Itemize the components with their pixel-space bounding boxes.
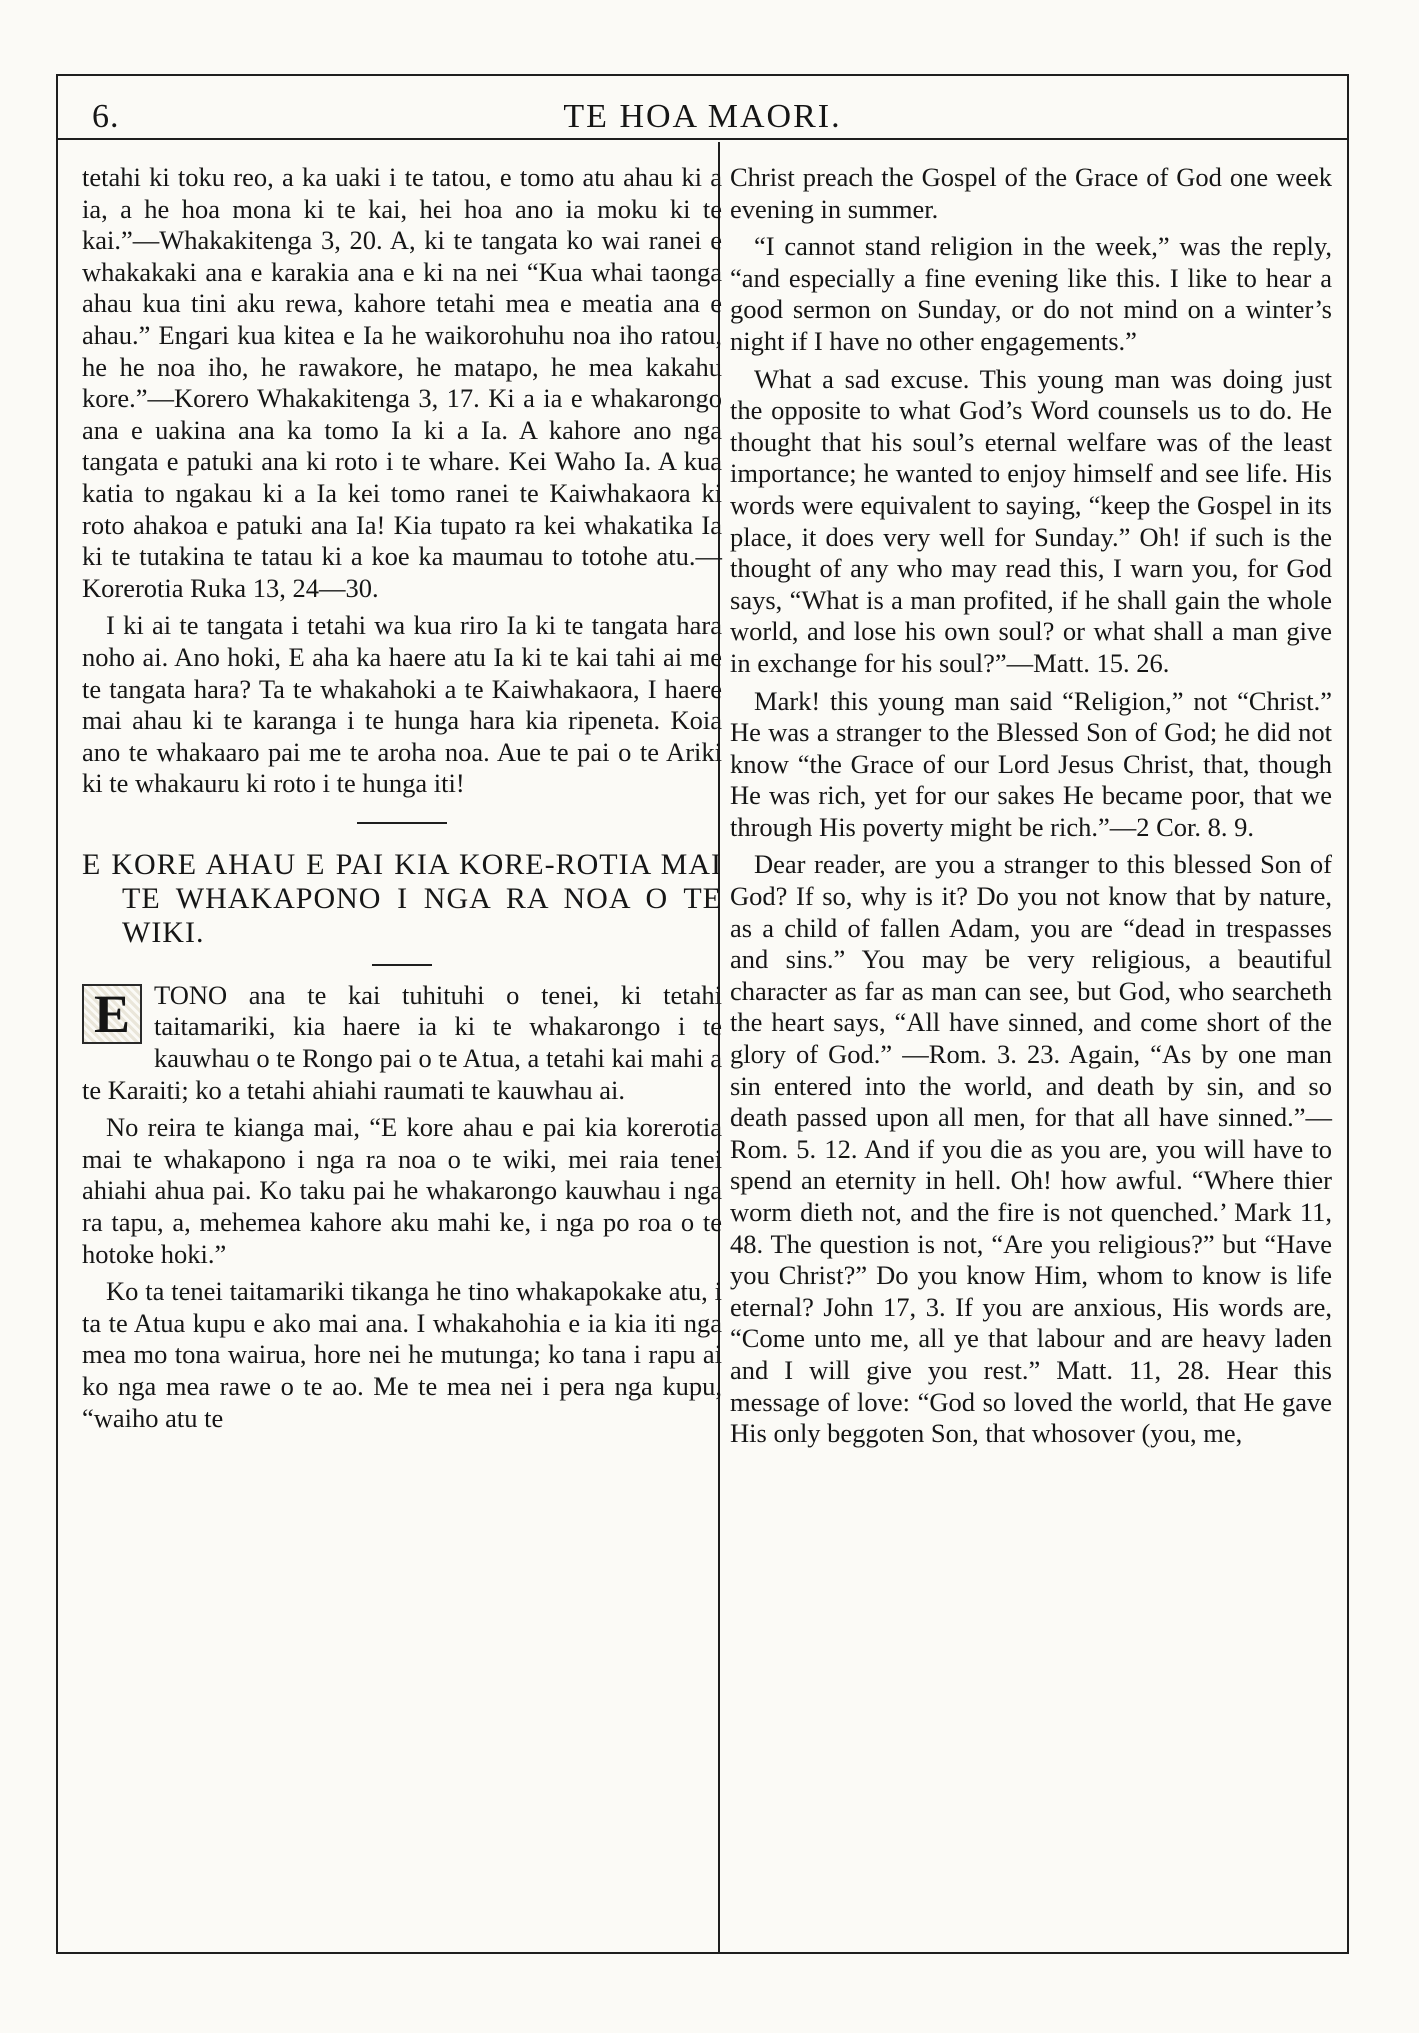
journal-title: TE HOA MAORI. [563, 98, 842, 135]
right-paragraph-3: What a sad excuse. This young man was doing just the opposite to what God’s Word counsels us to do. He thought that his soul’s eternal welfare was of the least importance; he wanted to enjoy himself and see life. His words were equivalent to saying, “keep the Gospel in its place, it does very well for Sunday.” Oh! if such is the thought of any who may read this, I warn you, for God says, “What is a man profited, if he shall gain the whole world, and lose his own soul? or what shall a man give in exchange for his soul?”—Matt. 15. 26. [730, 363, 1332, 678]
section-divider [357, 822, 447, 824]
drop-cap-letter: E [82, 984, 142, 1044]
right-paragraph-5: Dear reader, are you a stranger to this blessed Son of God? If so, why is it? Do you not know that by nature, as a child of fallen Adam, you are “dead in trespasses and sins.” You may be very religious, a beautiful character as far as man can see, but God, who searcheth the heart says, “All have sinned, and come short of the glory of God.” —Rom. 3. 23. Again, “As by one man sin entered into the world, and death by sin, and so death passed upon all men, for that all have sinned.”—Rom. 5. 12. And if you die as you are, you will have to spend an eternity in hell. Oh! how awful. “Where thier worm dieth not, and the fire is not quenched.’ Mark 11, 48. The question is not, “Are you religious?” but “Have you Christ?” Do you know Him, whom to know is life eternal? John 17, 3. If you are anxious, His words are, “Come unto me, all ye that labour and are heavy laden and I will give you rest.” Matt. 11, 28. Hear this message of love: “God so loved the world, that He gave His only beggoten Son, that whosover (you, me, [730, 849, 1332, 1449]
right-paragraph-1: Christ preach the Gospel of the Grace of God one week evening in summer. [730, 162, 1332, 224]
right-paragraph-4: Mark! this young man said “Religion,” not “Christ.” He was a stranger to the Blessed Son of God; he did not know “the Grace of our Lord Jesus Christ, that, though He was rich, yet for our sakes He became poor, that we through His poverty might be rich.”—2 Cor. 8. 9. [730, 685, 1332, 842]
right-paragraph-2: “I cannot stand religion in the week,” was the reply, “and especially a fine evening like this. I like to hear a good sermon on Sunday, or do not mind on a winter’s night if I have no other engagements.” [730, 231, 1332, 356]
article-paragraph-1 [82, 980, 722, 1106]
left-paragraph-1: tetahi ki toku reo, a ka uaki i te tatou, e tomo atu ahau ki a ia, a he hoa mona ki te kai, hei hoa ano ia moku ki te kai.”—Whakakitenga 3, 20. A, ki te tangata ko wai ranei e whakakaki ana e karakia ana e ki na nei “Kua whai taonga ahau kua tini aku rewa, kahore tetahi mea e meatia ana e ahau.” Engari kua kitea e Ia he waikorohuhu noa iho ratou, he he noa iho, he rawakore, he matapo, he mea kakahu kore.”—Korero Whakakitenga 3, 17. Ki a ia e whakarongo ana e uakina ana ka tomo Ia ki a Ia. A kahore ano nga tangata e patuki ana ki roto i te whare. Kei Waho Ia. A kua katia to ngakau ki a Ia kei tomo ranei te Kaiwhakaora ki roto ahakoa e patuki ana Ia! Kia tupato ra kei whakatika Ia ki te tutakina te tatau ki a koe ka maumau to totohe atu.—Korerotia Ruka 13, 24—30. [82, 162, 722, 603]
left-column [82, 162, 722, 1440]
article-paragraph-3: Ko ta tenei taitamariki tikanga he tino whakapokake atu, i ta te Atua kupu e ako mai ana. I whakahohia e ia kia iti nga mea mo tona wairua, hore nei he mutunga; ko tana i rapu ai ko nga mea rawe o te ao. Me te mea nei i pera nga kupu, “waiho atu te [82, 1276, 722, 1433]
right-column [730, 162, 1332, 1456]
page-number: 6. [92, 98, 120, 135]
article-paragraph-2: No reira te kianga mai, “E kore ahau e pai kia korerotia mai te whakapono i nga ra noa o te wiki, mei raia tenei ahiahi ahua pai. Ko taku pai he whakarongo kauwhau i nga ra tapu, a, mehemea kahore aku mahi ke, i nga po roa o te hotoke hoki.” [82, 1112, 722, 1269]
title-divider [372, 964, 432, 966]
article-title: E KORE AHAU E PAI KIA KORE-ROTIA MAI TE WHAKAPONO I NGA RA NOA O TE WIKI. [82, 847, 722, 949]
left-paragraph-2: I ki ai te tangata i tetahi wa kua riro Ia ki te tangata hara noho ai. Ano hoki, E aha ka haere atu Ia ki te kai tahi ai me te tangata hara? Ta te whakahoki a te Kaiwhakaora, I haere mai ahau ki te karanga i te hunga hara kia ripeneta. Koia ano te whakaaro pai me te aroha noa. Aue te pai o te Ariki ki te whakauru ki roto i te hunga iti! [82, 610, 722, 799]
article-paragraph-1-text: TONO ana te kai tuhituhi o tenei, ki tetahi taitamariki, kia haere ia ki te whakarongo i te kauwhau o te Rongo pai o te Atua, a tetahi kai mahi a te Karaiti; ko a tetahi ahiahi raumati te kauwhau ai. [82, 979, 722, 1105]
page-header [58, 90, 1347, 140]
